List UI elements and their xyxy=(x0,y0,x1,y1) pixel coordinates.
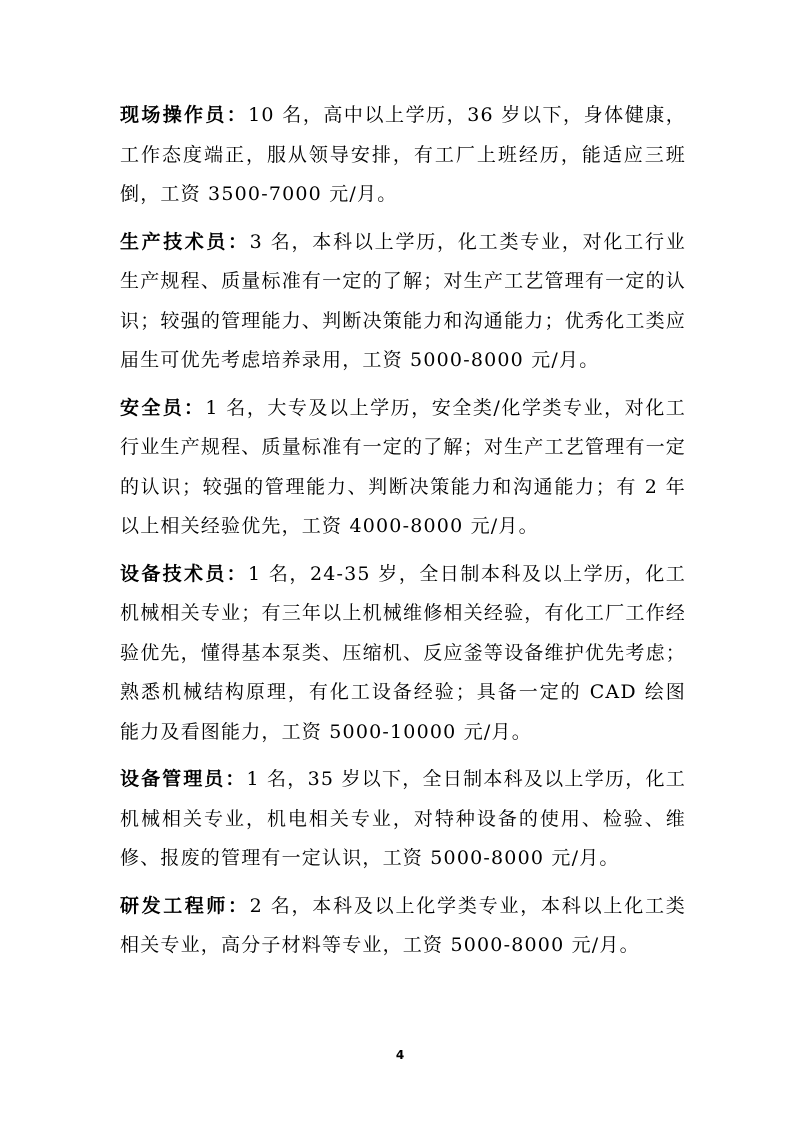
job-entry-production-technician xyxy=(120,223,686,381)
job-title: 现场操作员： xyxy=(120,104,249,126)
job-description: 10 名，高中以上学历，36 岁以下，身体健康，工作态度端正，服从领导安排，有工厂上班经历，能适应三班倒，工资 3500-7000 元/月。 xyxy=(120,104,686,205)
job-title: 安全员： xyxy=(120,396,206,419)
document-body xyxy=(120,96,686,974)
job-title: 设备技术员： xyxy=(120,562,249,585)
job-title: 设备管理员： xyxy=(120,768,247,790)
job-description: 2 名，本科及以上化学类专业，本科以上化工类相关专业，高分子材料等专业，工资 5000-8000 元/月。 xyxy=(120,894,686,956)
job-description: 1 名，24-35 岁，全日制本科及以上学历，化工机械相关专业；有三年以上机械维修相关经验，有化工厂工作经验优先，懂得基本泵类、压缩机、反应釜等设备维护优先考虑；熟悉机械结构原理，有化工设备经验；具备一定的 CAD 绘图能力及看图能力，工资 5000-10000 元/月。 xyxy=(120,562,686,743)
job-entry-equipment-technician xyxy=(120,555,686,753)
job-description: 3 名，本科以上学历，化工类专业，对化工行业生产规程、质量标准有一定的了解；对生产工艺管理有一定的认识；较强的管理能力、判断决策能力和沟通能力；优秀化工类应届生可优先考虑培养录用，工资 5000-8000 元/月。 xyxy=(120,230,686,371)
job-description: 1 名，大专及以上学历，安全类/化学类专业，对化工行业生产规程、质量标准有一定的了解；对生产工艺管理有一定的认识；较强的管理能力、判断决策能力和沟通能力；有 2 年以上相关经验优先，工资 4000-8000 元/月。 xyxy=(120,396,686,537)
job-entry-rd-engineer xyxy=(120,887,686,966)
job-entry-safety-officer xyxy=(120,389,686,547)
job-title: 研发工程师： xyxy=(120,894,250,917)
job-entry-equipment-manager xyxy=(120,760,686,879)
job-entry-field-operator xyxy=(120,96,686,215)
job-title: 生产技术员： xyxy=(120,230,250,253)
job-description: 1 名，35 岁以下，全日制本科及以上学历，化工机械相关专业，机电相关专业，对特种设备的使用、检验、维修、报废的管理有一定认识，工资 5000-8000 元/月。 xyxy=(120,768,686,869)
page-number: 4 xyxy=(395,1048,405,1062)
